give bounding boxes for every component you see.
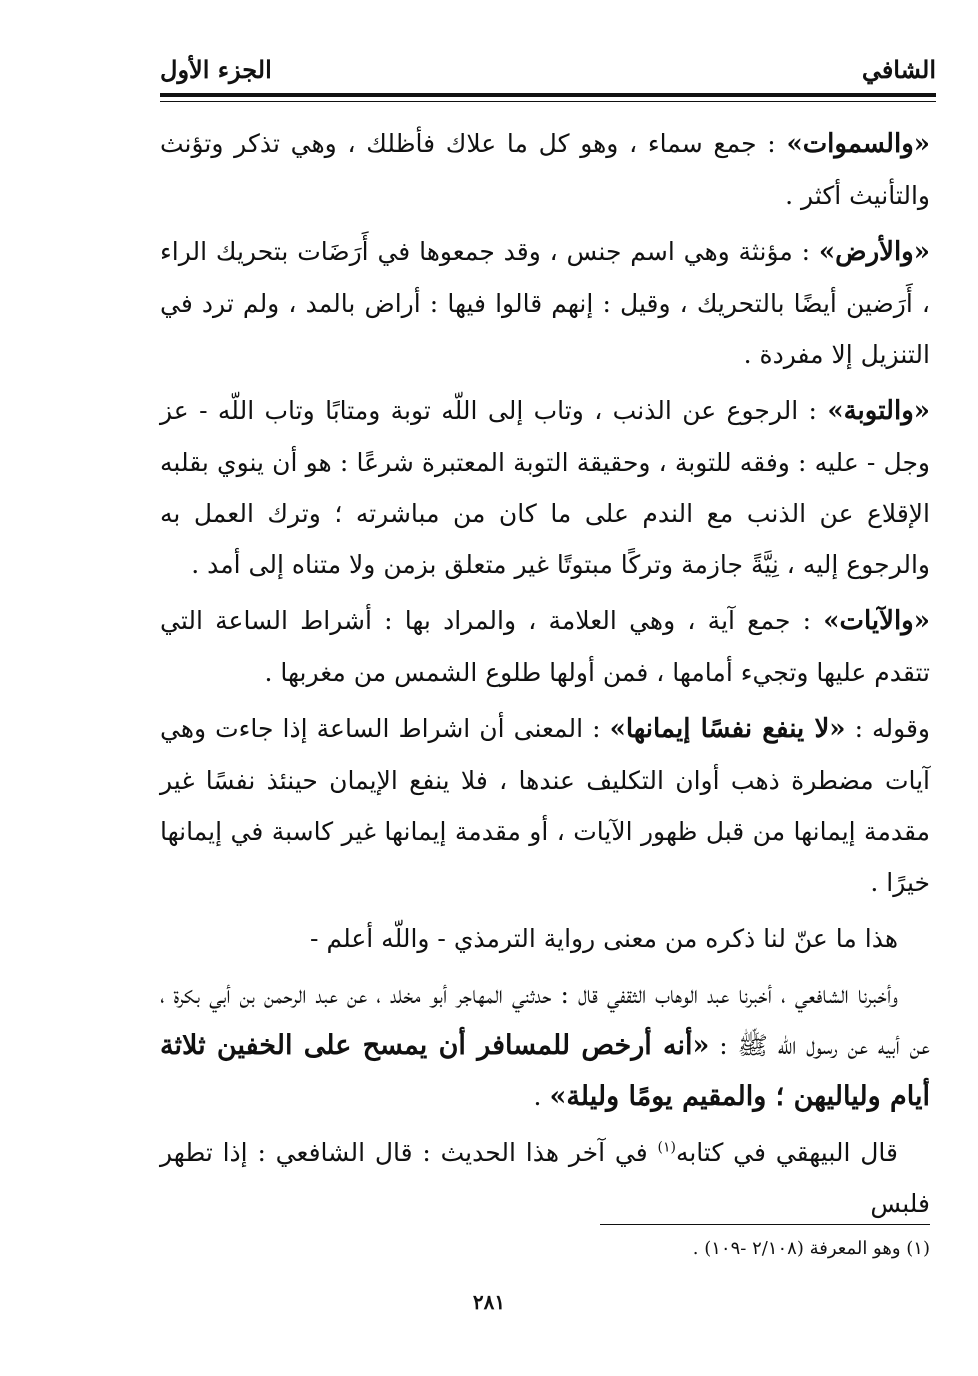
term-ayat: «والآيات» bbox=[823, 606, 930, 636]
paragraph-text: : مؤنثة وهي اسم جنس ، وقد جمعوها في أَرَضَات بتحريك الراء ، أَرَضين أيضًا بالتحريك ، وقيل : إنهم قالوا فيها : أراض بالمد ، ولم ترد في التنزيل إلا مفردة . bbox=[160, 237, 930, 369]
header-rule-thin bbox=[160, 101, 936, 102]
term-la-yanfa: «لا ينفع نفسًا إيمانها» bbox=[609, 714, 846, 744]
term-ard: «والأرض» bbox=[818, 237, 930, 267]
paragraph-bayhaqi bbox=[160, 1127, 930, 1229]
paragraph-text: : الرجوع عن الذنب ، وتاب إلى اللّه توبة ومتابًا وتاب اللّه - عز وجل - عليه : وفقه للتوبة ، وحقيقة التوبة المعتبرة شرعًا : هو أن ينوي بقلبه الإقلاع عن الذنب مع الندم على ما كان من مباشرته ؛ وترك العمل به والرجوع إليه ، نِيَّةً جازمة وتركًا مبتوتًا غير متعلق بزمن ولا متناه إلى أمد . bbox=[160, 396, 930, 579]
part-title: الجزء الأول bbox=[160, 55, 272, 84]
paragraph-text: : جمع سماء ، وهو كل ما علاك فأظلك ، وهي تذكر وتؤنث والتأنيث أكثر . bbox=[160, 129, 930, 210]
paragraph-prefix: وقوله : bbox=[845, 714, 931, 743]
paragraph-la-yanfa bbox=[160, 703, 930, 908]
running-header bbox=[160, 55, 936, 95]
footnote-separator bbox=[600, 1224, 930, 1225]
paragraph-ard bbox=[160, 226, 930, 380]
paragraph-text: : المعنى أن اشراط الساعة إذا جاءت وهي آيات مضطرة ذهب أوان التكليف عندها ، فلا ينفع الإيمان حينئذ نفسًا غير مقدمة إيمانها من قبل ظهور الآيات ، أو مقدمة إيمانها غير كاسبة في إيمانها خيرًا . bbox=[160, 714, 930, 897]
term-samawat: «والسموات» bbox=[786, 129, 930, 159]
footnote: (١) وهو المعرفة (٢/١٠٨ -١٠٩) . bbox=[692, 1238, 930, 1259]
footnote-marker[interactable]: (١) bbox=[657, 1139, 676, 1156]
paragraph-tawba bbox=[160, 385, 930, 590]
paragraph-closing-remark bbox=[160, 913, 930, 964]
paragraph-text: : جمع آية ، وهي العلامة ، والمراد بها : أشراط الساعة التي تتقدم عليها وتجيء أمامها ، فمن أولها طلوع الشمس من مغربها . bbox=[160, 606, 930, 687]
hadith-text: «أنه أرخص للمسافر أن يمسح على الخفين ثلاثة أيام ولياليهن ؛ والمقيم يومًا وليلة» bbox=[160, 1030, 930, 1112]
page-number: ٢٨١ bbox=[472, 1290, 506, 1314]
page-body bbox=[160, 118, 930, 1234]
paragraph-text: قال البيهقي في كتابه bbox=[675, 1138, 898, 1167]
book-title: الشافي bbox=[861, 55, 936, 84]
paragraph-text: هذا ما عنّ لنا ذكره من معنى رواية الترمذي - واللّه أعلم - bbox=[310, 924, 898, 953]
paragraph-text: في آخر هذا الحديث : قال الشافعي : إذا تطهر فلبس bbox=[160, 1138, 930, 1218]
header-rule-thick bbox=[160, 93, 936, 97]
paragraph-ayat bbox=[160, 595, 930, 698]
paragraph-hadith bbox=[160, 969, 930, 1122]
paragraph-samawat bbox=[160, 118, 930, 221]
hadith-end: . bbox=[533, 1082, 550, 1111]
hadith-chain: وأخبرنا الشافعي ، أخبرنا عبد الوهاب الثقفي قال : حدثني المهاجر أبو مخلد ، عن عبد الرحمن بن أبي بكرة ، عن أبيه عن رسول اللّه ﷺ : bbox=[160, 980, 930, 1060]
term-tawba: «والتوبة» bbox=[827, 396, 930, 426]
